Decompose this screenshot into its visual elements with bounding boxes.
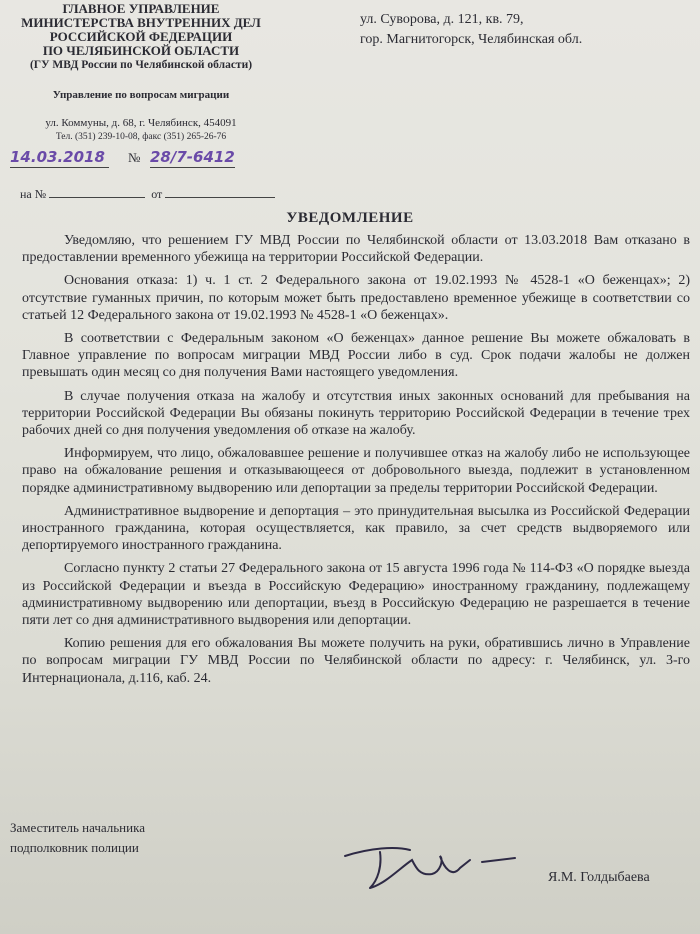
reply-reference — [20, 187, 290, 202]
issuer-department: Управление по вопросам миграции — [52, 89, 230, 101]
body-paragraph: Информируем, что лицо, обжаловавшее решение и получившее отказ на жалобу либо не использующее право на обжалование решения и отказывающееся от добровольного выезда, подлежит в установленном порядке административному выдворению или депортации за пределы территории Российской Федерации. — [22, 446, 690, 496]
reply-from-label: от — [151, 187, 163, 201]
registration-stamp — [10, 148, 310, 182]
recipient-address-line: ул. Суворова, д. 121, кв. 79, — [360, 12, 524, 27]
recipient-address — [360, 10, 690, 50]
reply-date-blank — [165, 187, 275, 198]
issuer-line: ПО ЧЕЛЯБИНСКОЙ ОБЛАСТИ — [42, 43, 240, 58]
body-paragraph: В случае получения отказа на жалобу и отсутствия иных законных оснований для пребывания на территории Российской Федерации Вы обязаны покинуть территорию Российской Федерации в течение трех рабочих дней со дня получения уведомления об отказе на жалобу. — [22, 388, 690, 439]
issuer-line: РОССИЙСКОЙ ФЕДЕРАЦИИ — [49, 29, 233, 44]
reply-to-label: на № — [20, 187, 47, 201]
issuer-header — [6, 2, 276, 144]
document-body — [22, 232, 690, 693]
body-paragraph: Основания отказа: 1) ч. 1 ст. 2 Федерального закона от 19.02.1993 № 4528-1 «О беженцах»; 2) отсутствие гуманных причин, по которым может быть предоставлено временное убежище в соответствии со статьей 12 Федерального закона от 19.02.1993 № 4528-1 «О беженцах». — [22, 273, 690, 323]
issuer-address: ул. Коммуны, д. 68, г. Челябинск, 454091 — [45, 117, 237, 129]
signatory-position — [10, 818, 210, 858]
registration-number-label: № — [128, 150, 141, 165]
issuer-line: (ГУ МВД России по Челябинской области) — [29, 59, 253, 71]
document-title: УВЕДОМЛЕНИЕ — [286, 210, 414, 226]
signatory-name: Я.М. Голдыбаева — [548, 870, 650, 885]
body-paragraph: В соответствии с Федеральным законом «О беженцах» данное решение Вы можете обжаловать в Главное управление по вопросам миграции МВД России либо в суд. Срок подачи жалобы не должен превышать один месяц со дня получения Вами настоящего уведомления. — [22, 331, 690, 381]
registration-number: 28/7-6412 — [150, 148, 235, 166]
body-paragraph: Административное выдворение и депортация – это принудительная высылка из Российской Федерации иностранного гражданина, которая осуществляется, как правило, за счет средств выдворяемого или депортируемого иностранного гражданина. — [22, 503, 690, 554]
body-paragraph: Уведомляю, что решением ГУ МВД России по Челябинской области от 13.03.2018 Вам отказано в предоставлении временного убежища на территории Российской Федерации. — [22, 233, 690, 266]
signatory-position-line: подполковник полиции — [10, 840, 139, 855]
recipient-address-line: гор. Магнитогорск, Челябинская обл. — [360, 32, 583, 47]
body-paragraph: Копию решения для его обжалования Вы можете получить на руки, обратившись лично в Управление по вопросам миграции ГУ МВД России по Челябинской области по адресу: г. Челябинск, ул. 3-го Интернационала, д.116, каб. 24. — [22, 636, 690, 686]
issuer-phone: Тел. (351) 239-10-08, факс (351) 265-26-76 — [55, 132, 227, 142]
signatory-position-line: Заместитель начальника — [10, 820, 145, 835]
registration-date: 14.03.2018 — [10, 148, 109, 168]
handwritten-signature — [340, 838, 520, 898]
body-paragraph: Согласно пункту 2 статьи 27 Федерального закона от 15 августа 1996 года № 114-ФЗ «О порядке выезда из Российской Федерации и въезда в Российскую Федерацию» иностранному гражданину, подлежащему административному выдворению или депортации, въезд в Российскую Федерацию не разрешается в течение пяти лет со дня административного выдворения или депортации. — [22, 561, 690, 629]
issuer-line: МИНИСТЕРСТВА ВНУТРЕННИХ ДЕЛ — [21, 15, 261, 30]
issuer-line: ГЛАВНОЕ УПРАВЛЕНИЕ — [62, 1, 220, 16]
reply-number-blank — [49, 187, 145, 198]
